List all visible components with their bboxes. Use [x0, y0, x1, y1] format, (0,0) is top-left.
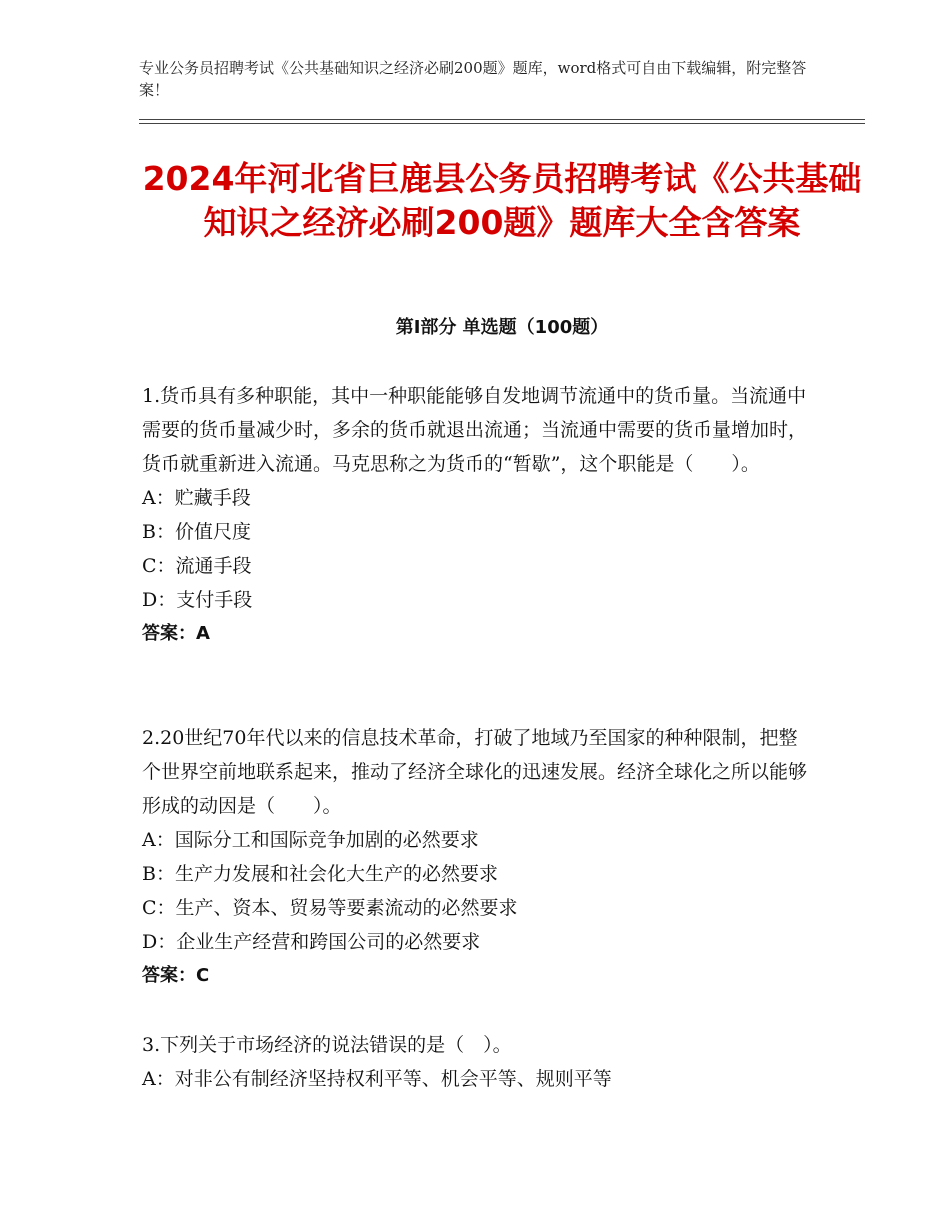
- question-2: [142, 721, 812, 993]
- question-1: [142, 379, 812, 651]
- answer-line: 答案：C: [142, 965, 210, 986]
- option-d: D：支付手段: [142, 589, 253, 611]
- option-b: B：生产力发展和社会化大生产的必然要求: [142, 863, 498, 885]
- document-title: 2024年河北省巨鹿县公务员招聘考试《公共基础知识之经济必刷200题》题库大全含答案: [142, 159, 862, 242]
- option-d: D：企业生产经营和跨国公司的必然要求: [142, 931, 481, 953]
- question-stem: 2.20世纪70年代以来的信息技术革命，打破了地域乃至国家的种种限制，把整个世界空前地联系起来，推动了经济全球化的迅速发展。经济全球化之所以能够形成的动因是（ ）。: [142, 727, 808, 817]
- question-3: [142, 1028, 812, 1096]
- answer-line: 答案：A: [142, 623, 210, 644]
- header-divider: [139, 119, 865, 124]
- option-b: B：价值尺度: [142, 521, 251, 543]
- option-a: A：国际分工和国际竞争加剧的必然要求: [142, 829, 479, 851]
- question-stem: 1.货币具有多种职能，其中一种职能能够自发地调节流通中的货币量。当流通中需要的货币量减少时，多余的货币就退出流通；当流通中需要的货币量增加时，货币就重新进入流通。马克思称之为货币的“暂歇”，这个职能是（ ）。: [142, 385, 808, 475]
- option-c: C：流通手段: [142, 555, 252, 577]
- header-note: 专业公务员招聘考试《公共基础知识之经济必刷200题》题库，word格式可自由下载编辑，附完整答案！: [139, 59, 807, 99]
- option-a: A：贮藏手段: [142, 487, 251, 509]
- option-c: C：生产、资本、贸易等要素流动的必然要求: [142, 897, 518, 919]
- question-stem: 3.下列关于市场经济的说法错误的是（ ）。: [142, 1034, 512, 1056]
- option-a: A：对非公有制经济坚持权利平等、机会平等、规则平等: [142, 1068, 612, 1090]
- section-heading: 第Ⅰ部分 单选题（100题）: [395, 317, 609, 338]
